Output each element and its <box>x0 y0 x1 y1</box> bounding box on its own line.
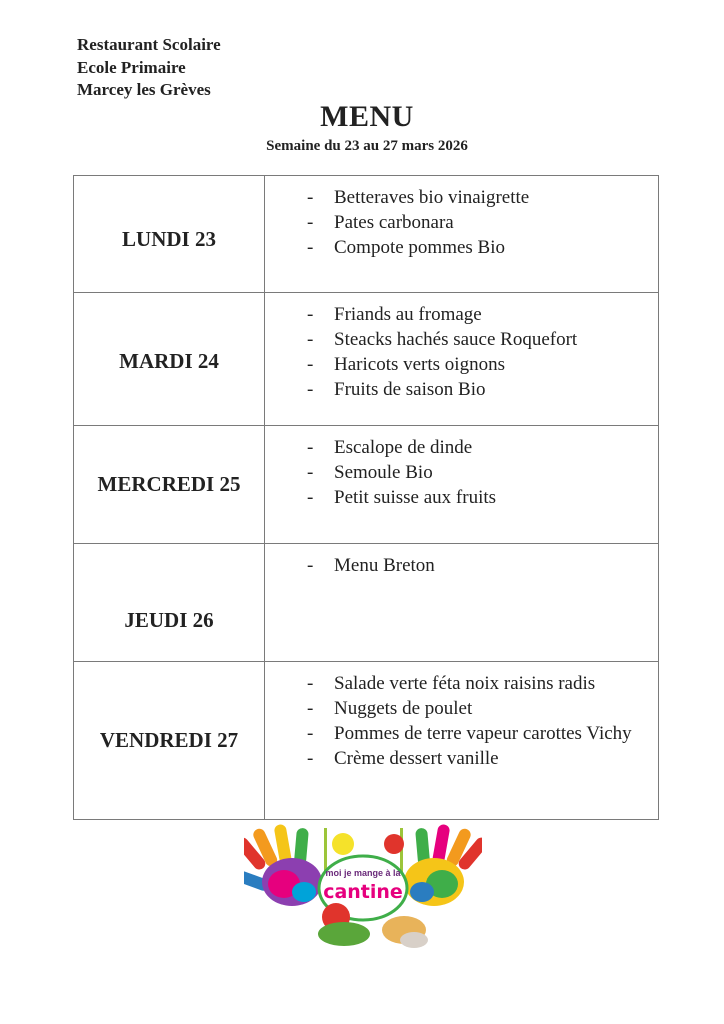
day-label: LUNDI 23 <box>74 176 265 293</box>
list-item: - Semoule Bio <box>307 460 648 485</box>
list-item: - Fruits de saison Bio <box>307 377 648 402</box>
right-hand-icon <box>404 824 482 906</box>
list-item: - Steacks hachés sauce Roquefort <box>307 327 648 352</box>
logo-tagline: moi je mange à la <box>325 868 401 878</box>
list-item: - Petit suisse aux fruits <box>307 485 648 510</box>
list-item: - Nuggets de poulet <box>307 696 648 721</box>
dish-cell <box>265 662 659 820</box>
list-item: - Menu Breton <box>307 553 648 578</box>
dish-cell <box>265 293 659 426</box>
list-item: - Betteraves bio vinaigrette <box>307 185 648 210</box>
day-label: MERCREDI 25 <box>74 426 265 544</box>
page-title: MENU <box>320 100 414 133</box>
header-town: Marcey les Grèves <box>77 80 211 99</box>
list-item: - Crème dessert vanille <box>307 746 648 771</box>
bowl-icon <box>400 932 428 948</box>
list-item: - Escalope de dinde <box>307 435 648 460</box>
dish-cell <box>265 176 659 293</box>
dish-cell <box>265 544 659 662</box>
left-hand-icon <box>244 824 322 906</box>
header-restaurant: Restaurant Scolaire <box>77 35 221 54</box>
school-header <box>77 34 221 102</box>
table-row <box>74 544 659 662</box>
flower-icon <box>384 834 404 854</box>
cantine-logo <box>244 822 482 952</box>
bread-icon <box>318 922 370 946</box>
day-label: JEUDI 26 <box>74 544 265 662</box>
header-school: Ecole Primaire <box>77 57 186 77</box>
week-subtitle: Semaine du 23 au 27 mars 2026 <box>266 138 468 154</box>
list-item: - Haricots verts oignons <box>307 352 648 377</box>
table-row <box>74 662 659 820</box>
day-label: MARDI 24 <box>74 293 265 426</box>
dish-cell <box>265 426 659 544</box>
menu-table <box>73 175 659 820</box>
table-row <box>74 293 659 426</box>
table-row <box>74 176 659 293</box>
list-item: - Salade verte féta noix raisins radis <box>307 671 648 696</box>
lemon-icon <box>332 833 354 855</box>
list-item: - Pommes de terre vapeur carottes Vichy <box>307 721 648 746</box>
list-item: - Friands au fromage <box>307 302 648 327</box>
day-label: VENDREDI 27 <box>74 662 265 820</box>
list-item: - Pates carbonara <box>307 210 648 235</box>
table-row <box>74 426 659 544</box>
list-item: - Compote pommes Bio <box>307 235 648 260</box>
logo-title: cantine <box>323 881 403 903</box>
